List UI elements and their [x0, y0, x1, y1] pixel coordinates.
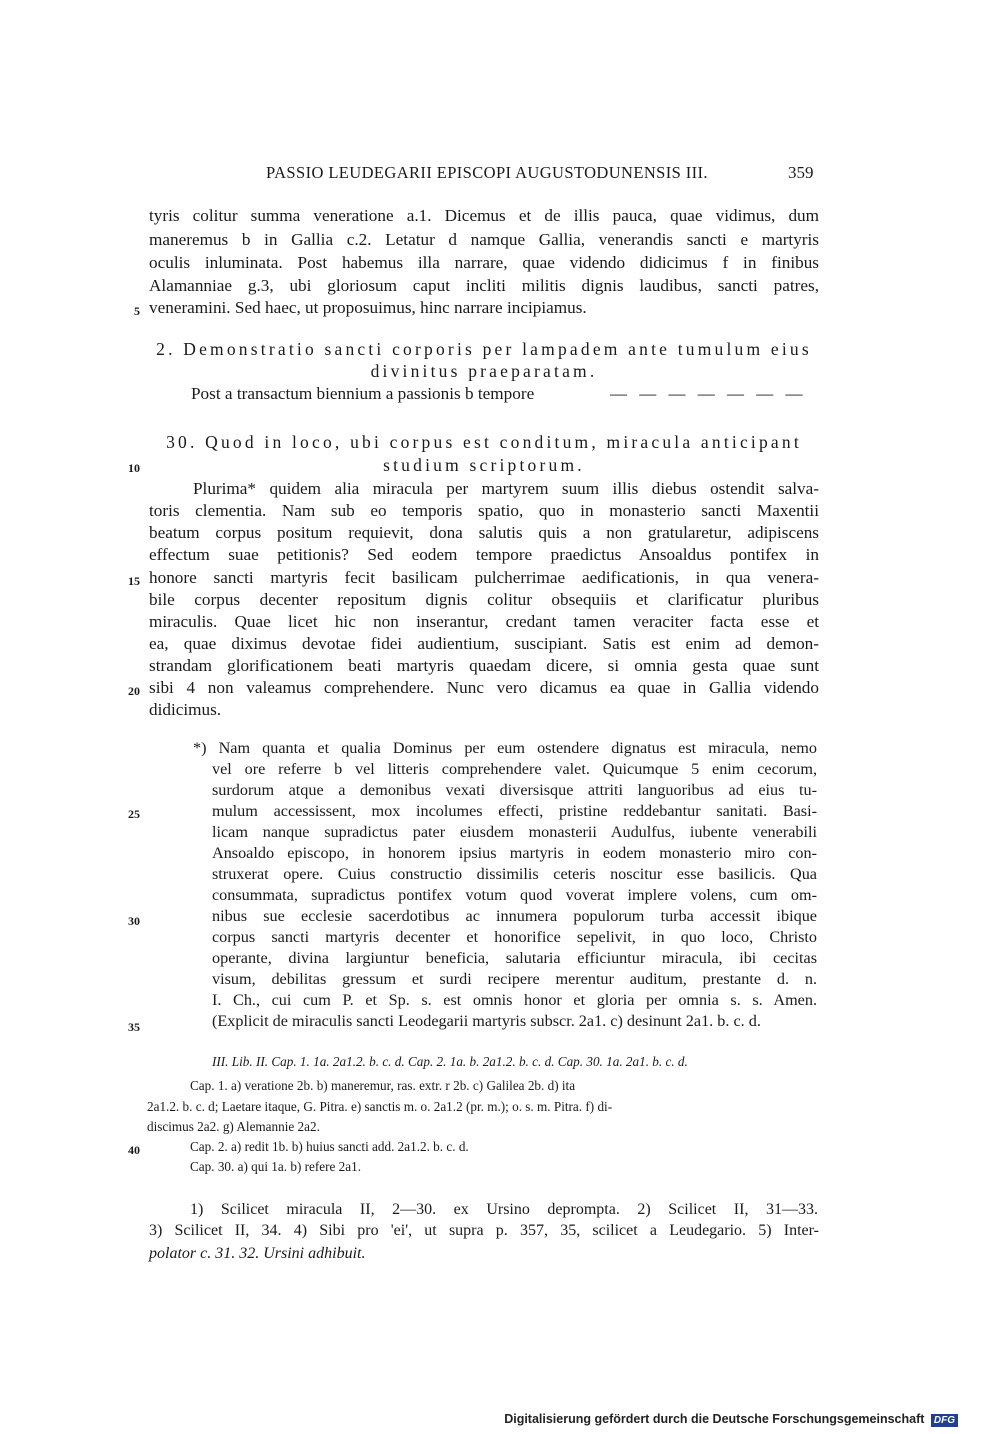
body-line: Plurima* quidem alia miracula per martyrem suum illis diebus ostendit salva- — [193, 479, 819, 498]
dfg-logo-icon: DFG — [931, 1414, 958, 1427]
interpolation-line: licam nanque supradictus pater eiusdem monasterii Audulfus, iubente venerabili — [212, 823, 817, 841]
chapter-30-heading: 30. Quod in loco, ubi corpus est conditum, miracula anticipant — [166, 432, 802, 452]
chapter-2-heading-cont: divinitus praeparatam. — [370, 361, 598, 381]
line-number: 30 — [128, 914, 140, 928]
body-line: maneremus b in Gallia c.2. Letatur d namque Gallia, venerandis sancti e martyris — [149, 230, 819, 249]
chapter-2-heading: 2. Demonstratio sancti corporis per lampadem ante tumulum eius — [156, 339, 812, 359]
body-line: miraculis. Quae licet hic non inserantur, credant tamen veraciter facta esse et — [149, 612, 819, 631]
body-line: effectum suae petitionis? Sed eodem tempore praedictus Ansoaldus pontifex in — [149, 545, 819, 564]
credit-text: Digitalisierung gefördert durch die Deutsche Forschungsgemeinschaft — [504, 1412, 925, 1426]
line-number: 25 — [128, 807, 140, 821]
apparatus-line: Cap. 1. a) veratione 2b. b) maneremur, ras. extr. r 2b. c) Galilea 2b. d) ita — [190, 1078, 576, 1093]
interpolation-line: Ansoaldo episcopo, in honorem ipsius martyris in eodem monasterio miro con- — [212, 844, 817, 862]
body-line: Alamanniae g.3, ubi gloriosum caput incliti militis dignis laudibus, sancti patres, — [149, 276, 819, 295]
line-number: 20 — [128, 684, 140, 698]
line-number: 15 — [128, 574, 140, 588]
interpolation-line: surdorum atque a demonibus vexati diversisque attriti languoribus ad eius tu- — [212, 781, 817, 799]
body-line: ea, quae diximus devotae fidei audientium, suscipiant. Satis est enim ad demon- — [149, 634, 819, 653]
interpolation-line: struxerat opere. Cuius constructio dissimilis ceteris noscitur esse basilicis. Qua — [212, 865, 817, 883]
body-line: honore sancti martyris fecit basilicam pulcherrimae aedificationis, in qua venera- — [149, 568, 819, 587]
body-line: bile corpus decenter repositum dignis colitur obsequiis et clarificatur pluribus — [149, 590, 819, 609]
apparatus-line: Cap. 2. a) redit 1b. b) huius sancti add. 2a1.2. b. c. d. — [190, 1139, 469, 1154]
body-line: strandam glorificationem beati martyris quaedam dicere, si omnia gesta quae sunt — [149, 656, 819, 675]
chapter-30-heading-cont: studium scriptorum. — [383, 455, 585, 475]
body-line: toris clementia. Nam sub eo temporis spatio, quo in monasterio sancti Maxentii — [149, 501, 819, 520]
apparatus-line: discimus 2a2. g) Alemannie 2a2. — [147, 1119, 320, 1134]
chapter-2-text: Post a transactum biennium a passionis b tempore — [191, 384, 535, 403]
body-line: didicimus. — [149, 700, 222, 719]
body-line: sibi 4 non valeamus comprehendere. Nunc vero dicamus ea quae in Gallia videndo — [149, 678, 819, 697]
line-number: 40 — [128, 1143, 140, 1157]
interpolation-line: nibus sue ecclesie sacerdotibus ac innumera populorum turba accessit ibique — [212, 907, 817, 925]
body-line: oculis inluminata. Post habemus illa narrare, quae videndo didicimus f in finibus — [149, 253, 819, 272]
apparatus-line: III. Lib. II. Cap. 1. 1a. 2a1.2. b. c. d. Cap. 2. 1a. b. 2a1.2. b. c. d. Cap. 30. 1a. 2a1. b. c. d. — [212, 1054, 688, 1069]
interpolation-line: (Explicit de miraculis sancti Leodegarii martyris subscr. 2a1. c) desinunt 2a1. b. c. d. — [212, 1012, 761, 1030]
line-number: 10 — [128, 461, 140, 475]
note-line: 3) Scilicet II, 34. 4) Sibi pro 'ei', ut supra p. 357, 35, scilicet a Leudegario. 5) Inter- — [149, 1222, 819, 1239]
digitization-credit — [504, 1412, 958, 1427]
note-line: polator c. 31. 32. Ursini adhibuit. — [149, 1245, 366, 1262]
note-line: 1) Scilicet miracula II, 2—30. ex Ursino deprompta. 2) Scilicet II, 31—33. — [190, 1201, 818, 1218]
interpolation-line: mulum accessissent, mox incolumes effecti, pristine reddebantur sanitati. Basi- — [212, 802, 817, 820]
interpolation-line: *) Nam quanta et qualia Dominus per eum ostendere dignatus est miracula, nemo — [193, 739, 817, 757]
interpolation-line: I. Ch., cui cum P. et Sp. s. est omnis honor et gloria per omnia s. s. Amen. — [212, 991, 817, 1009]
line-number: 5 — [134, 304, 140, 318]
running-title: PASSIO LEUDEGARII EPISCOPI AUGUSTODUNENSIS III. — [266, 163, 708, 182]
apparatus-line: Cap. 30. a) qui 1a. b) refere 2a1. — [190, 1159, 361, 1174]
body-line: beatum corpus positum requievit, dona salutis quis a non gratularetur, adipiscens — [149, 523, 819, 542]
interpolation-line: visum, debilitas gressum et surdi recipere merentur auditum, prestante d. n. — [212, 970, 817, 988]
interpolation-line: vel ore referre b vel litteris comprehendere valet. Quicumque 5 enim cecorum, — [212, 760, 817, 778]
body-line: tyris colitur summa veneratione a.1. Dicemus et de illis pauca, quae vidimus, dum — [149, 206, 819, 225]
interpolation-line: operante, divina largiuntur beneficia, salutaria efficiuntur miracula, ibi cecitas — [212, 949, 817, 967]
interpolation-line: consummata, supradictus pontifex votum quod voverat implere volens, cum om- — [212, 886, 817, 904]
body-line: veneramini. Sed haec, ut proposuimus, hinc narrare incipiamus. — [149, 298, 587, 317]
apparatus-line: 2a1.2. b. c. d; Laetare itaque, G. Pitra. e) sanctis m. o. 2a1.2 (pr. m.); o. s. m. Pitra. f) di- — [147, 1099, 613, 1114]
line-number: 35 — [128, 1020, 140, 1034]
page-number: 359 — [788, 163, 814, 182]
interpolation-line: corpus sancti martyris decenter et honorifice sepelivit, in quo loco, Christo — [212, 928, 817, 946]
omission-dashes: — — — — — — — — [610, 384, 807, 403]
